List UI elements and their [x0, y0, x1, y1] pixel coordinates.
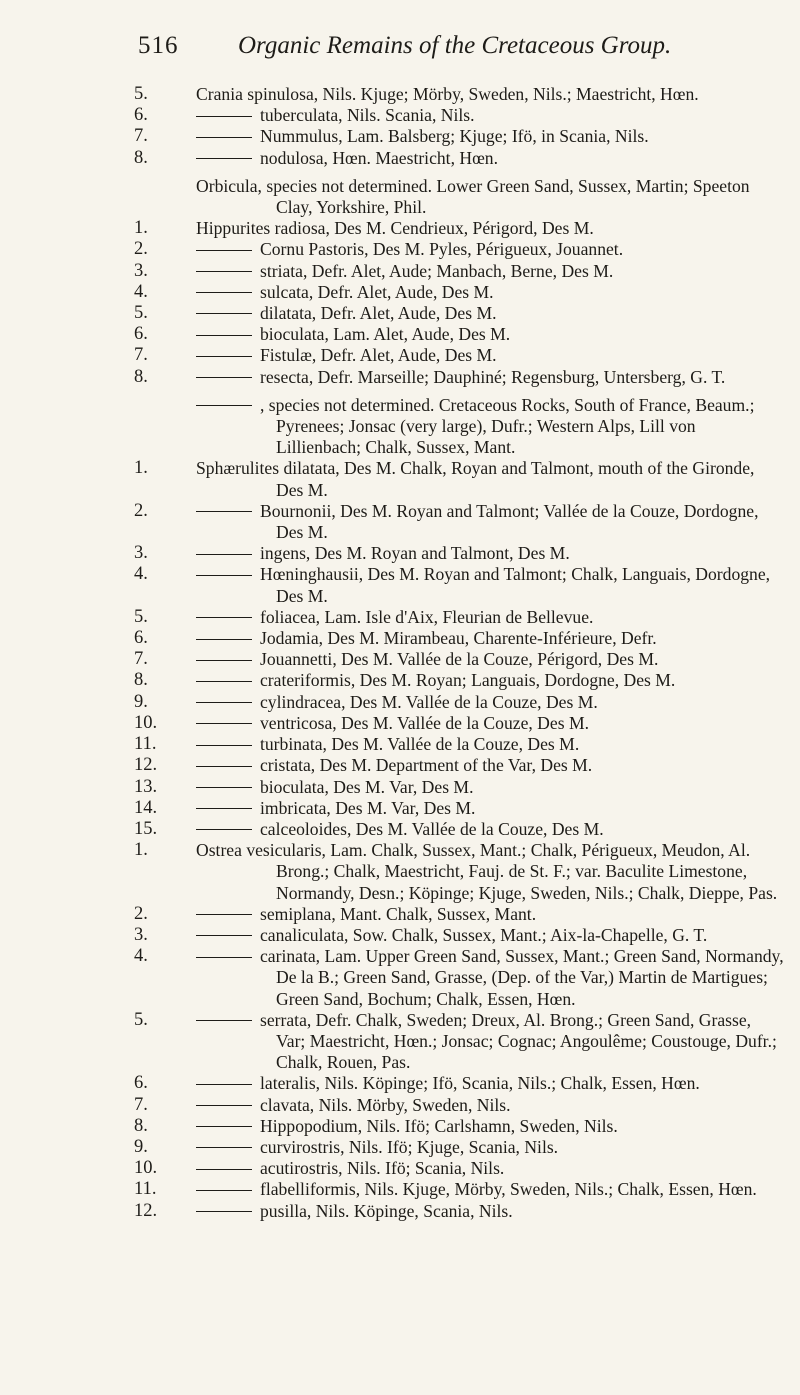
entry-number: 10. — [134, 712, 158, 733]
list-item — [134, 628, 784, 649]
ditto-dash — [196, 808, 252, 809]
entry-text — [196, 904, 784, 925]
ditto-dash — [196, 1084, 252, 1085]
list-item — [134, 261, 784, 282]
entry-text — [196, 501, 784, 543]
ditto-dash — [196, 702, 252, 703]
ditto-dash — [196, 829, 252, 830]
list-item — [134, 1179, 784, 1200]
running-title: Organic Remains of the Cretaceous Group. — [238, 32, 672, 59]
list-item — [134, 925, 784, 946]
list-item — [134, 395, 784, 459]
list-item — [134, 1201, 784, 1222]
entry-text-content: Orbicula, species not determined. Lower Green Sand, Sussex, Martin; Speeton Clay, Yorkshire, Phil. — [196, 175, 750, 218]
entry-number: 2. — [134, 239, 148, 260]
ditto-dash — [196, 1126, 252, 1127]
entry-text-content: lateralis, Nils. Köpinge; Ifö, Scania, Nils.; Chalk, Essen, Hœn. — [260, 1073, 700, 1094]
entry-text-content: calceoloides, Des M. Vallée de la Couze, Des M. — [260, 818, 604, 839]
entry-text — [196, 218, 784, 239]
ditto-dash — [196, 554, 252, 555]
entry-number: 8. — [134, 366, 148, 387]
entry-text — [196, 755, 784, 776]
ditto-dash — [196, 1147, 252, 1148]
entry-number: 1. — [134, 218, 148, 239]
entry-text-content: Cornu Pastoris, Des M. Pyles, Périgueux, Jouannet. — [260, 239, 624, 260]
list-item — [134, 324, 784, 345]
ditto-dash — [196, 250, 252, 251]
ditto-dash — [196, 681, 252, 682]
entry-number: 5. — [134, 1009, 148, 1030]
entry-text-content: crateriformis, Des M. Royan; Languais, Dordogne, Des M. — [260, 670, 676, 691]
entry-number: 1. — [134, 458, 148, 479]
ditto-dash — [196, 1190, 252, 1191]
entry-text — [196, 564, 784, 606]
entry-text-content: Jouannetti, Des M. Vallée de la Couze, Périgord, Des M. — [260, 649, 659, 670]
entry-text-content: carinata, Lam. Upper Green Sand, Sussex, Mant.; Green Sand, Normandy, De la B.; Green Sand, Grasse, (Dep. of the Var,) Martin de Martigues; Green Sand, Bochum; Chalk, Essen, Hœn. — [260, 946, 784, 1009]
ditto-dash — [196, 377, 252, 378]
list-item — [134, 1095, 784, 1116]
ditto-dash — [196, 335, 252, 336]
ditto-dash — [196, 1020, 252, 1021]
entry-number: 14. — [134, 797, 158, 818]
ditto-dash — [196, 116, 252, 117]
list-item — [134, 218, 784, 239]
ditto-dash — [196, 723, 252, 724]
entry-text-content: flabelliformis, Nils. Kjuge, Mörby, Sweden, Nils.; Chalk, Essen, Hœn. — [260, 1179, 757, 1200]
list-item — [134, 755, 784, 776]
list-item — [134, 303, 784, 324]
entry-text-content: Fistulæ, Defr. Alet, Aude, Des M. — [260, 345, 497, 366]
entry-text — [196, 324, 784, 345]
list-item — [134, 840, 784, 904]
entry-text — [196, 282, 784, 303]
page-header — [138, 26, 778, 66]
entry-text-content: curvirostris, Nils. Ifö; Kjuge, Scania, Nils. — [260, 1136, 559, 1157]
entry-number: 4. — [134, 946, 148, 967]
entry-text-content: dilatata, Defr. Alet, Aude, Des M. — [260, 303, 497, 324]
entry-text — [196, 176, 784, 218]
ditto-dash — [196, 575, 252, 576]
ditto-dash — [196, 271, 252, 272]
entry-text — [196, 1158, 784, 1179]
list-item — [134, 713, 784, 734]
entry-text — [196, 649, 784, 670]
entry-number: 6. — [134, 628, 148, 649]
list-item — [134, 1158, 784, 1179]
entry-text-content: cristata, Des M. Department of the Var, Des M. — [260, 755, 593, 776]
entry-number: 6. — [134, 105, 148, 126]
ditto-dash — [196, 292, 252, 293]
ditto-dash — [196, 1105, 252, 1106]
ditto-dash — [196, 787, 252, 788]
entry-text-content: acutirostris, Nils. Ifö; Scania, Nils. — [260, 1158, 505, 1179]
list-item — [134, 946, 784, 1010]
entry-text-content: bioculata, Des M. Var, Des M. — [260, 776, 474, 797]
entry-text-content: canaliculata, Sow. Chalk, Sussex, Mant.; Aix-la-Chapelle, G. T. — [260, 924, 708, 945]
page-number: 516 — [138, 32, 179, 59]
ditto-dash — [196, 935, 252, 936]
entry-number: 7. — [134, 649, 148, 670]
list-item — [134, 543, 784, 564]
entry-text-content: Bournonii, Des M. Royan and Talmont; Vallée de la Couze, Dordogne, Des M. — [260, 500, 759, 543]
list-item — [134, 367, 784, 388]
entry-number: 8. — [134, 1115, 148, 1136]
entry-text-content: bioculata, Lam. Alet, Aude, Des M. — [260, 324, 511, 345]
entry-number: 11. — [134, 734, 157, 755]
list-item — [134, 345, 784, 366]
list-item — [134, 1116, 784, 1137]
ditto-dash — [196, 957, 252, 958]
list-item — [134, 148, 784, 169]
list-item — [134, 1010, 784, 1074]
ditto-dash — [196, 1211, 252, 1212]
entry-text — [196, 345, 784, 366]
ditto-dash — [196, 660, 252, 661]
list-item — [134, 819, 784, 840]
list-item — [134, 607, 784, 628]
ditto-dash — [196, 137, 252, 138]
entry-text — [196, 819, 784, 840]
entry-text-content: ingens, Des M. Royan and Talmont, Des M. — [260, 543, 570, 564]
entry-number: 5. — [134, 84, 148, 104]
entry-text — [196, 1201, 784, 1222]
entry-number: 3. — [134, 260, 148, 281]
entry-text — [196, 261, 784, 282]
list-item — [134, 176, 784, 218]
entry-text-content: , species not determined. Cretaceous Rocks, South of France, Beaum.; Pyrenees; Jonsac (very large), Dufr.; Western Alps, Lill von Lillienbach; Chalk, Sussex, Mant. — [260, 394, 755, 458]
entry-text-content: imbricata, Des M. Var, Des M. — [260, 797, 476, 818]
ditto-dash — [196, 914, 252, 915]
entry-text-content: nodulosa, Hœn. Maestricht, Hœn. — [260, 147, 498, 168]
entry-number: 12. — [134, 1200, 158, 1221]
entry-text — [196, 1116, 784, 1137]
list-item — [134, 734, 784, 755]
ditto-dash — [196, 617, 252, 618]
entry-text — [196, 458, 784, 500]
entry-text-content: Crania spinulosa, Nils. Kjuge; Mörby, Sweden, Nils.; Maestricht, Hœn. — [196, 84, 699, 104]
entry-number: 4. — [134, 281, 148, 302]
list-item — [134, 904, 784, 925]
entry-text-content: serrata, Defr. Chalk, Sweden; Dreux, Al. Brong.; Green Sand, Grasse, Var; Maestricht, Hœn.; Jonsac; Cognac; Angoulême; Coustouge, Dufr.; Chalk, Rouen, Pas. — [260, 1009, 777, 1073]
list-item — [134, 84, 784, 105]
entry-text-content: semiplana, Mant. Chalk, Sussex, Mant. — [260, 903, 537, 924]
entry-text-content: clavata, Nils. Mörby, Sweden, Nils. — [260, 1094, 511, 1115]
entry-text — [196, 628, 784, 649]
entry-number: 15. — [134, 818, 158, 839]
entry-number: 6. — [134, 324, 148, 345]
entry-text — [196, 148, 784, 169]
list-item — [134, 564, 784, 606]
entry-text — [196, 105, 784, 126]
entry-text-content: Jodamia, Des M. Mirambeau, Charente-Inférieure, Defr. — [260, 628, 657, 649]
entry-text — [196, 1073, 784, 1094]
entry-text-content: Hippurites radiosa, Des M. Cendrieux, Périgord, Des M. — [196, 218, 594, 239]
entry-text — [196, 925, 784, 946]
entry-number: 11. — [134, 1179, 157, 1200]
entry-text — [196, 543, 784, 564]
entry-text — [196, 777, 784, 798]
list-item — [134, 692, 784, 713]
entry-text — [196, 607, 784, 628]
entry-number: 4. — [134, 564, 148, 585]
entry-text — [196, 126, 784, 147]
entry-text — [196, 1179, 784, 1200]
entry-text-content: pusilla, Nils. Köpinge, Scania, Nils. — [260, 1200, 513, 1221]
entry-text-content: turbinata, Des M. Vallée de la Couze, Des M. — [260, 734, 580, 755]
entry-text — [196, 239, 784, 260]
ditto-dash — [196, 313, 252, 314]
entry-text — [196, 1095, 784, 1116]
list-item — [134, 105, 784, 126]
entry-text — [196, 798, 784, 819]
list-item — [134, 1073, 784, 1094]
ditto-dash — [196, 356, 252, 357]
entry-text — [196, 1137, 784, 1158]
entry-number: 7. — [134, 1094, 148, 1115]
entry-number: 1. — [134, 840, 148, 861]
entry-number: 13. — [134, 776, 158, 797]
entry-number: 2. — [134, 903, 148, 924]
entry-text-content: Nummulus, Lam. Balsberg; Kjuge; Ifö, in Scania, Nils. — [260, 126, 649, 147]
list-item — [134, 670, 784, 691]
ditto-dash — [196, 1169, 252, 1170]
entry-number: 3. — [134, 924, 148, 945]
entry-number: 7. — [134, 345, 148, 366]
entry-text-content: Hippopodium, Nils. Ifö; Carlshamn, Sweden, Nils. — [260, 1115, 618, 1136]
entry-text-content: sulcata, Defr. Alet, Aude, Des M. — [260, 281, 494, 302]
entry-text-content: ventricosa, Des M. Vallée de la Couze, Des M. — [260, 712, 589, 733]
entry-number: 9. — [134, 691, 148, 712]
entry-text-content: cylindracea, Des M. Vallée de la Couze, Des M. — [260, 691, 598, 712]
entry-text — [196, 303, 784, 324]
entry-text-content: Hœninghausii, Des M. Royan and Talmont; Chalk, Languais, Dordogne, Des M. — [260, 564, 771, 606]
entry-text-content: resecta, Defr. Marseille; Dauphiné; Regensburg, Untersberg, G. T. — [260, 366, 726, 387]
entry-number: 8. — [134, 670, 148, 691]
entry-number: 5. — [134, 606, 148, 627]
entry-text-content: tuberculata, Nils. Scania, Nils. — [260, 105, 475, 126]
list-item — [134, 239, 784, 260]
entry-number: 10. — [134, 1158, 158, 1179]
entry-number: 6. — [134, 1073, 148, 1094]
list-item — [134, 649, 784, 670]
ditto-dash — [196, 511, 252, 512]
list-item — [134, 282, 784, 303]
ditto-dash — [196, 766, 252, 767]
entry-text-content: Sphærulites dilatata, Des M. Chalk, Royan and Talmont, mouth of the Gironde, Des M. — [196, 458, 755, 500]
entry-text — [196, 946, 784, 1010]
entry-number: 9. — [134, 1136, 148, 1157]
entry-number: 3. — [134, 543, 148, 564]
entry-text — [196, 840, 784, 904]
ditto-dash — [196, 158, 252, 159]
entry-text — [196, 84, 784, 105]
ditto-dash — [196, 639, 252, 640]
ditto-dash — [196, 405, 252, 406]
entry-text — [196, 670, 784, 691]
list-item — [134, 501, 784, 543]
list-item — [134, 1137, 784, 1158]
entry-text — [196, 1010, 784, 1074]
species-list — [134, 84, 784, 1222]
ditto-dash — [196, 745, 252, 746]
entry-text — [196, 713, 784, 734]
list-item — [134, 126, 784, 147]
list-item — [134, 777, 784, 798]
entry-text-content: foliacea, Lam. Isle d'Aix, Fleurian de Bellevue. — [260, 606, 594, 627]
list-item — [134, 458, 784, 500]
entry-text-content: Ostrea vesicularis, Lam. Chalk, Sussex, Mant.; Chalk, Périgueux, Meudon, Al. Brong.; Chalk, Maestricht, Fauj. de St. F.; var. Baculite Limestone, Normandy, Desn.; Köpinge; Kjuge, Sweden, Nils.; Chalk, Dieppe, Pas. — [196, 840, 778, 903]
entry-number: 5. — [134, 303, 148, 324]
entry-number: 12. — [134, 755, 158, 776]
entry-text-content: striata, Defr. Alet, Aude; Manbach, Berne, Des M. — [260, 260, 614, 281]
entry-number: 8. — [134, 147, 148, 168]
entry-number: 7. — [134, 126, 148, 147]
entry-text — [196, 395, 784, 459]
entry-text — [196, 367, 784, 388]
entry-number: 2. — [134, 500, 148, 521]
entry-text — [196, 692, 784, 713]
entry-text — [196, 734, 784, 755]
list-item — [134, 798, 784, 819]
